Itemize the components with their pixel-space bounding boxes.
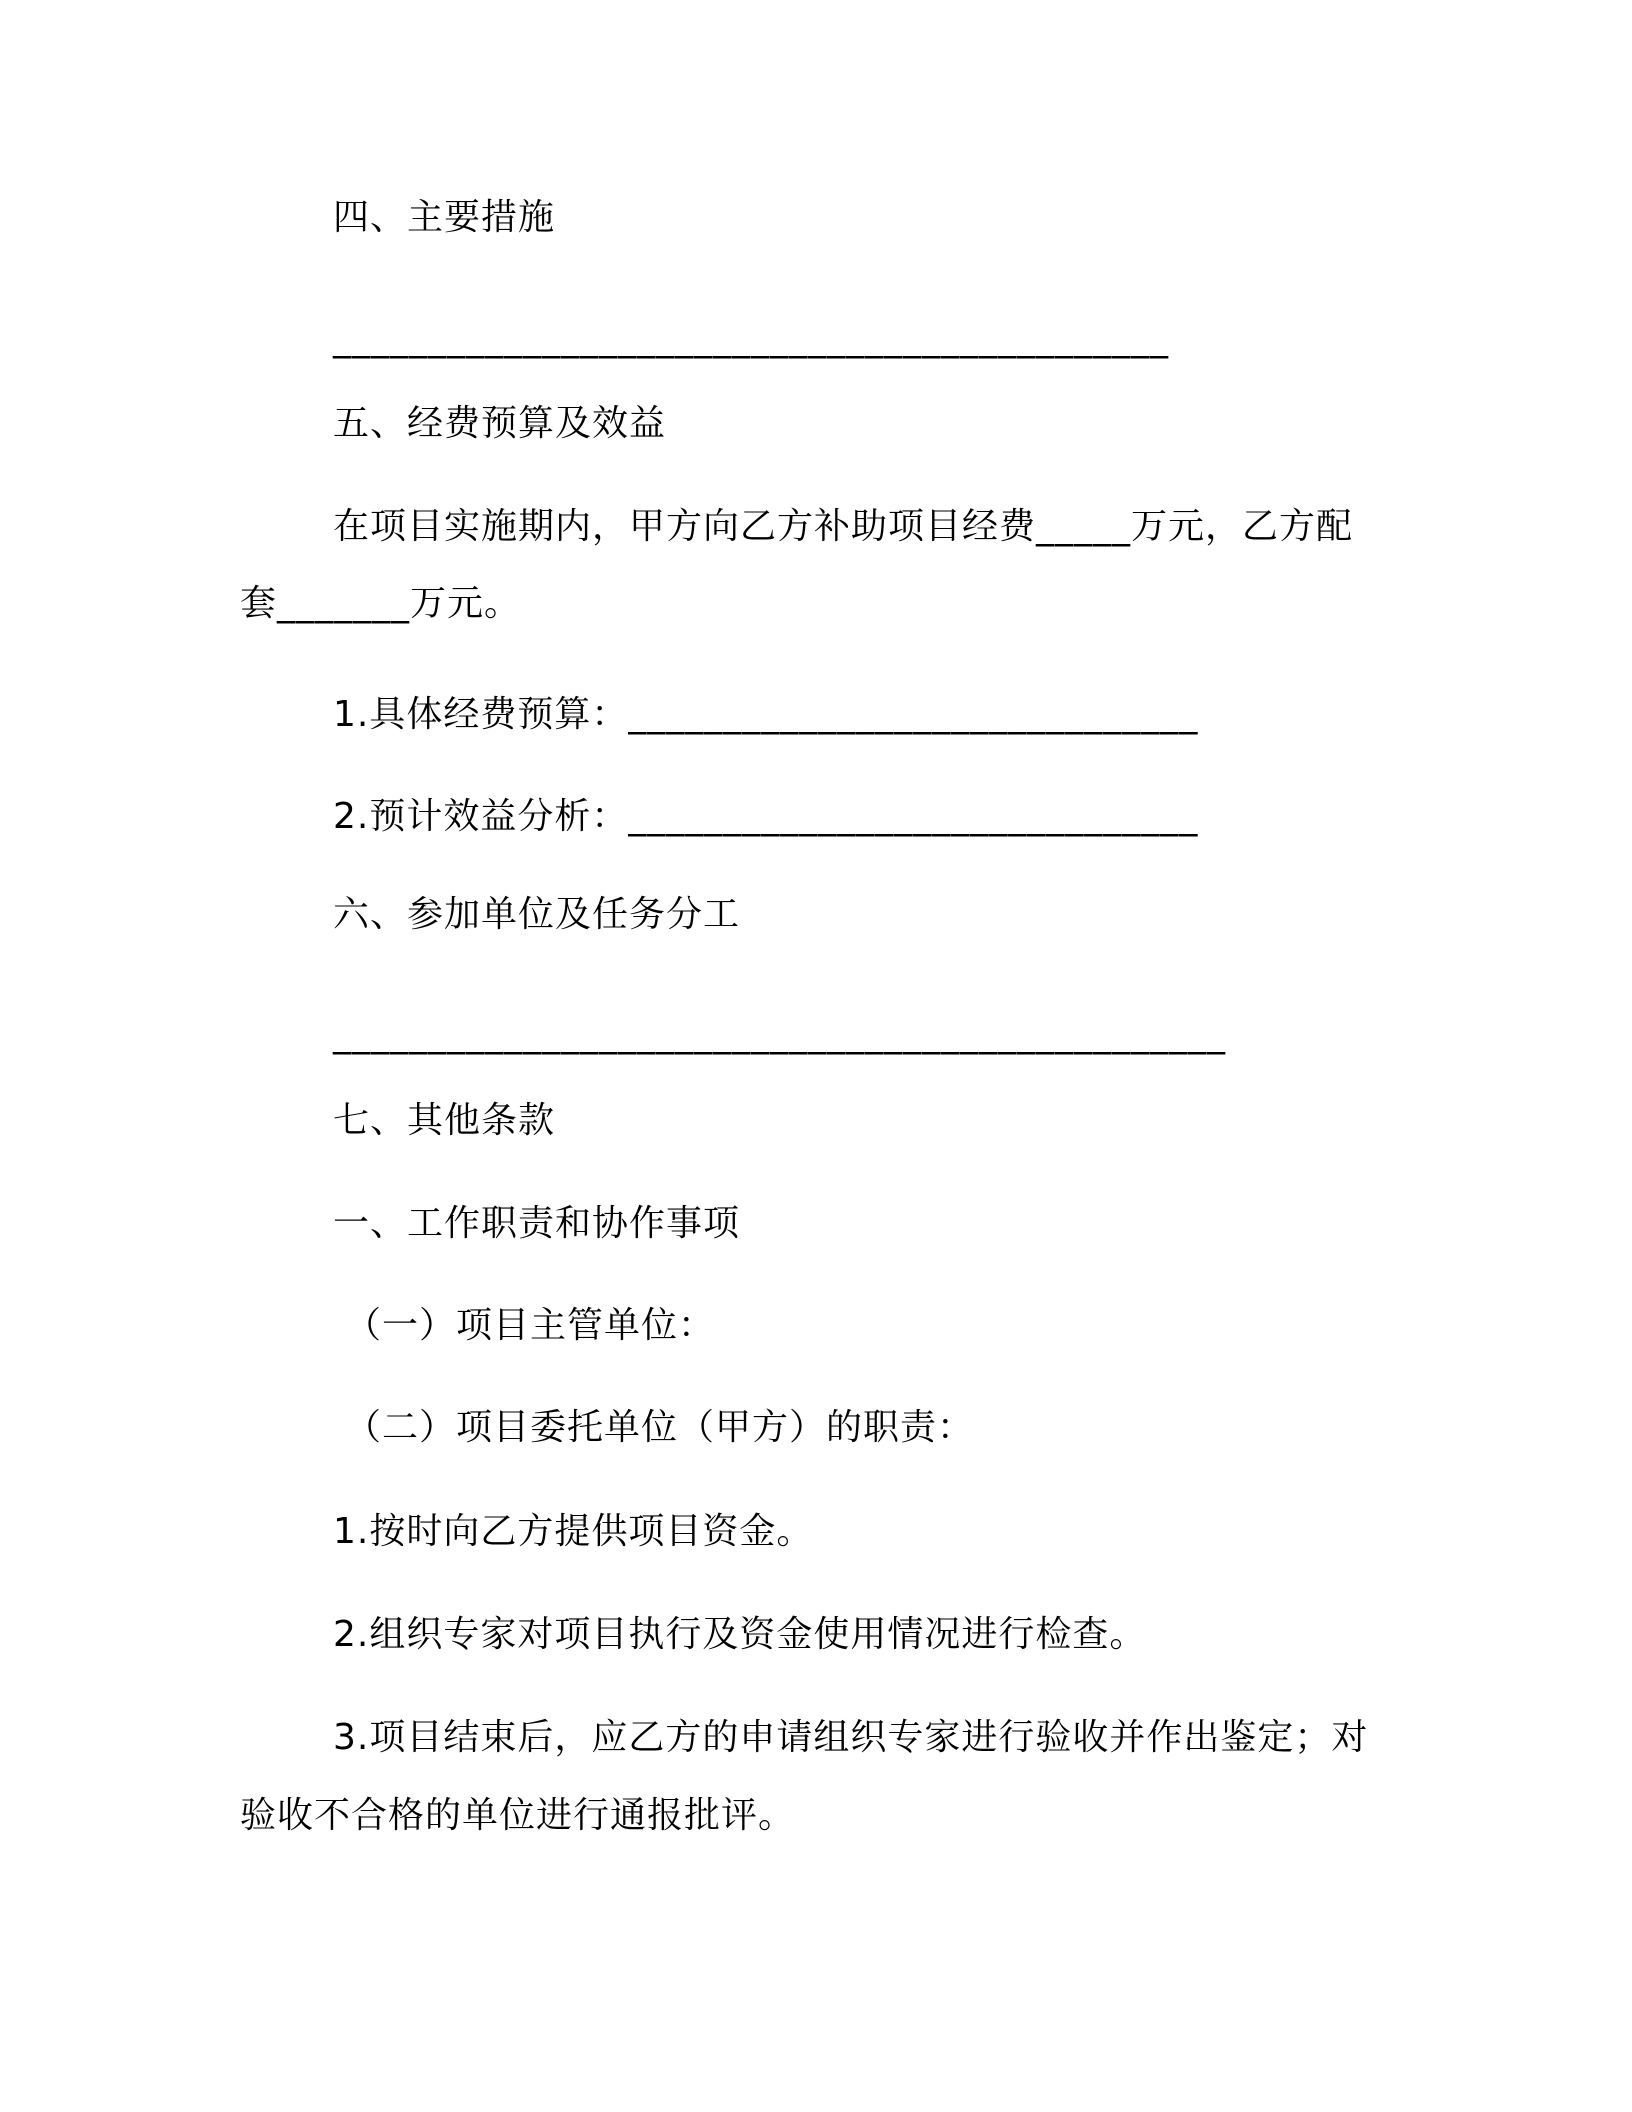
- duties-heading: 一、工作职责和协作事项: [333, 1203, 741, 1244]
- section-5-item-1: 1.具体经费预算：______________________________: [333, 694, 1199, 735]
- duties-item-3-line-2: 验收不合格的单位进行通报批评。: [240, 1795, 796, 1836]
- section-5-paragraph-line-2: 套_______万元。: [240, 583, 522, 624]
- section-4-blank-line: ____________________________________________: [333, 318, 1169, 359]
- section-7-heading: 七、其他条款: [333, 1100, 556, 1141]
- section-5-item-2: 2.预计效益分析：______________________________: [333, 796, 1199, 837]
- section-5-paragraph-line-1: 在项目实施期内，甲方向乙方补助项目经费_____万元，乙方配: [333, 506, 1354, 547]
- duties-item-3-line-1: 3.项目结束后，应乙方的申请组织专家进行验收并作出鉴定；对: [333, 1717, 1369, 1758]
- section-5-heading: 五、经费预算及效益: [333, 403, 667, 444]
- duties-sub-1: （一）项目主管单位：: [345, 1305, 716, 1346]
- duties-item-1: 1.按时向乙方提供项目资金。: [333, 1511, 814, 1552]
- section-6-heading: 六、参加单位及任务分工: [333, 894, 741, 935]
- section-6-blank-line: _______________________________________________: [333, 1014, 1226, 1055]
- duties-sub-2: （二）项目委托单位（甲方）的职责：: [345, 1407, 975, 1448]
- section-4-heading: 四、主要措施: [333, 197, 556, 238]
- duties-item-2: 2.组织专家对项目执行及资金使用情况进行检查。: [333, 1614, 1147, 1655]
